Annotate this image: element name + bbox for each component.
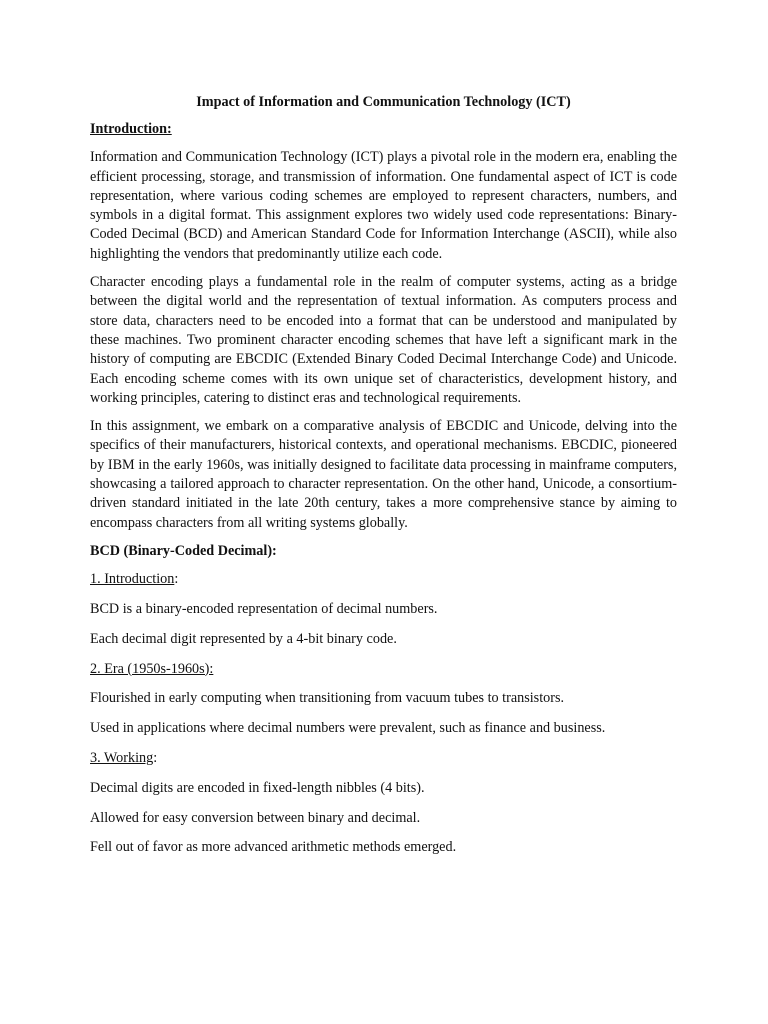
bcd-heading: BCD (Binary-Coded Decimal):: [90, 542, 277, 559]
bcd-era-line: Used in applications where decimal numbers were prevalent, such as finance and business.: [90, 720, 606, 737]
document-title: Impact of Information and Communication Technology (ICT): [196, 94, 571, 110]
introduction-heading: Introduction:: [90, 121, 172, 137]
bcd-working-line: Decimal digits are encoded in fixed-length nibbles (4 bits).: [90, 779, 425, 796]
bcd-working-line: Fell out of favor as more advanced arithmetic methods emerged.: [90, 839, 457, 856]
bcd-intro-line: Each decimal digit represented by a 4-bit binary code.: [90, 630, 397, 647]
document-body: [90, 92, 677, 868]
bcd-introduction-colon: :: [174, 571, 179, 588]
intro-paragraph: Information and Communication Technology (ICT) plays a pivotal role in the modern era, enabling the efficient processing, storage, and transmission of information. One fundamental aspect of ICT is code representation, where various coding schemes are employed to represent characters, numbers, and symbols in a digital format. This assignment explores two widely used code representations: Binary-Coded Decimal (BCD) and American Standard Code for Information Interchange (ASCII), while also highlighting the vendors that predominantly utilize each code.: [90, 149, 677, 262]
bcd-working-subheading: [90, 749, 677, 768]
bcd-intro-line: BCD is a binary-encoded representation of decimal numbers.: [90, 601, 438, 618]
assignment-paragraph: In this assignment, we embark on a comparative analysis of EBCDIC and Unicode, delving into the specifics of their manufacturers, historical contexts, and operational mechanisms. EBCDIC, pioneered by IBM in the early 1960s, was initially designed to facilitate data processing in mainframe computers, showcasing a tailored approach to character representation. On the other hand, Unicode, a consortium-driven standard initiated in the late 20th century, takes a more comprehensive stance by aiming to encompass characters from all writing systems globally.: [90, 418, 677, 531]
character-encoding-paragraph: Character encoding plays a fundamental role in the realm of computer systems, acting as a bridge between the digital world and the representation of textual information. As computers process and store data, characters need to be encoded into a format that can be understood and manipulated by these machines. Two prominent character encoding schemes that have left a significant mark in the history of computing are EBCDIC (Extended Binary Coded Decimal Interchange Code) and Unicode. Each encoding scheme comes with its own unique set of characteristics, development history, and working principles, catering to distinct eras and technological requirements.: [90, 274, 677, 406]
bcd-era-line: Flourished in early computing when transitioning from vacuum tubes to transistors.: [90, 690, 565, 707]
bcd-working-line: Allowed for easy conversion between binary and decimal.: [90, 809, 421, 826]
bcd-working-colon: :: [153, 750, 158, 767]
bcd-working-label: 3. Working: [90, 750, 154, 767]
bcd-introduction-label: 1. Introduction: [90, 571, 175, 588]
bcd-era-subheading: [90, 660, 677, 679]
bcd-era-label: 2. Era (1950s-1960s):: [90, 660, 214, 677]
bcd-introduction-subheading: [90, 570, 677, 589]
